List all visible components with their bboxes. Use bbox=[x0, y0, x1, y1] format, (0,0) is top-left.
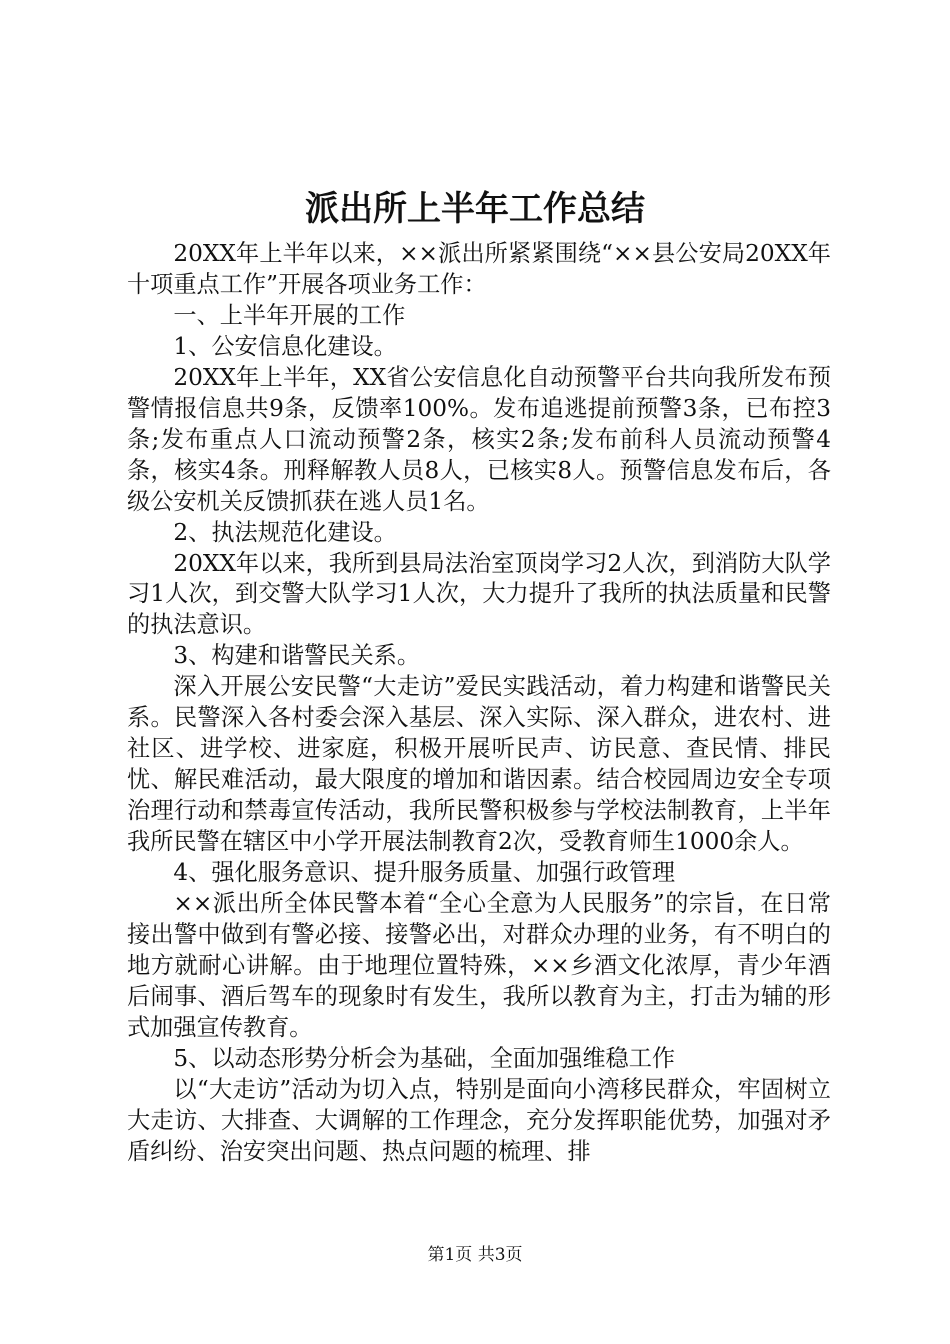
subsection-heading: 2、执法规范化建设。 bbox=[173, 518, 397, 546]
subsection-heading: 3、构建和谐警民关系。 bbox=[173, 642, 421, 670]
body-paragraph: 20XX年上半年以来，××派出所紧紧围绕“××县公安局20XX年十项重点工作”开展各项业务工作： bbox=[127, 240, 831, 298]
subsection-heading: 4、强化服务意识、提升服务质量、加强行政管理 bbox=[173, 859, 676, 887]
section-heading: 一、上半年开展的工作 bbox=[173, 301, 406, 329]
body-paragraph: 20XX年以来，我所到县局法治室顶岗学习2人次，到消防大队学习1人次，到交警大队学习1人次，大力提升了我所的执法质量和民警的执法意识。 bbox=[127, 549, 831, 639]
body-paragraph: 以“大走访”活动为切入点，特别是面向小湾移民群众，牢固树立大走访、大排查、大调解的工作理念，充分发挥职能优势，加强对矛盾纠纷、治安突出问题、热点问题的梳理、排 bbox=[127, 1075, 831, 1165]
document-title: 派出所上半年工作总结 bbox=[305, 189, 645, 229]
document-body bbox=[127, 239, 831, 1168]
body-paragraph: 20XX年上半年，XX省公安信息化自动预警平台共向我所发布预警情报信息共9条，反馈率100%。发布追逃提前预警3条，已布控3条;发布重点人口流动预警2条，核实2条;发布前科人员流动预警4条，核实4条。刑释解教人员8人，已核实8人。预警信息发布后，各级公安机关反馈抓获在逃人员1名。 bbox=[127, 363, 831, 515]
body-paragraph: 深入开展公安民警“大走访”爱民实践活动，着力构建和谐警民关系。民警深入各村委会深入基层、深入实际、深入群众，进农村、进社区、进学校、进家庭，积极开展听民声、访民意、查民情、排民忧、解民难活动，最大限度的增加和谐因素。结合校园周边安全专项治理行动和禁毒宣传活动，我所民警积极参与学校法制教育，上半年我所民警在辖区中小学开展法制教育2次，受教育师生1000余人。 bbox=[127, 673, 831, 856]
body-paragraph: ××派出所全体民警本着“全心全意为人民服务”的宗旨，在日常接出警中做到有警必接、接警必出，对群众办理的业务，有不明白的地方就耐心讲解。由于地理位置特殊，××乡酒文化浓厚，青少年酒后闹事、酒后驾车的现象时有发生，我所以教育为主，打击为辅的形式加强宣传教育。 bbox=[127, 890, 831, 1041]
page-number-footer: 第1页 共3页 bbox=[427, 1245, 523, 1265]
subsection-heading: 1、公安信息化建设。 bbox=[173, 332, 397, 360]
subsection-heading: 5、以动态形势分析会为基础，全面加强维稳工作 bbox=[173, 1044, 676, 1072]
